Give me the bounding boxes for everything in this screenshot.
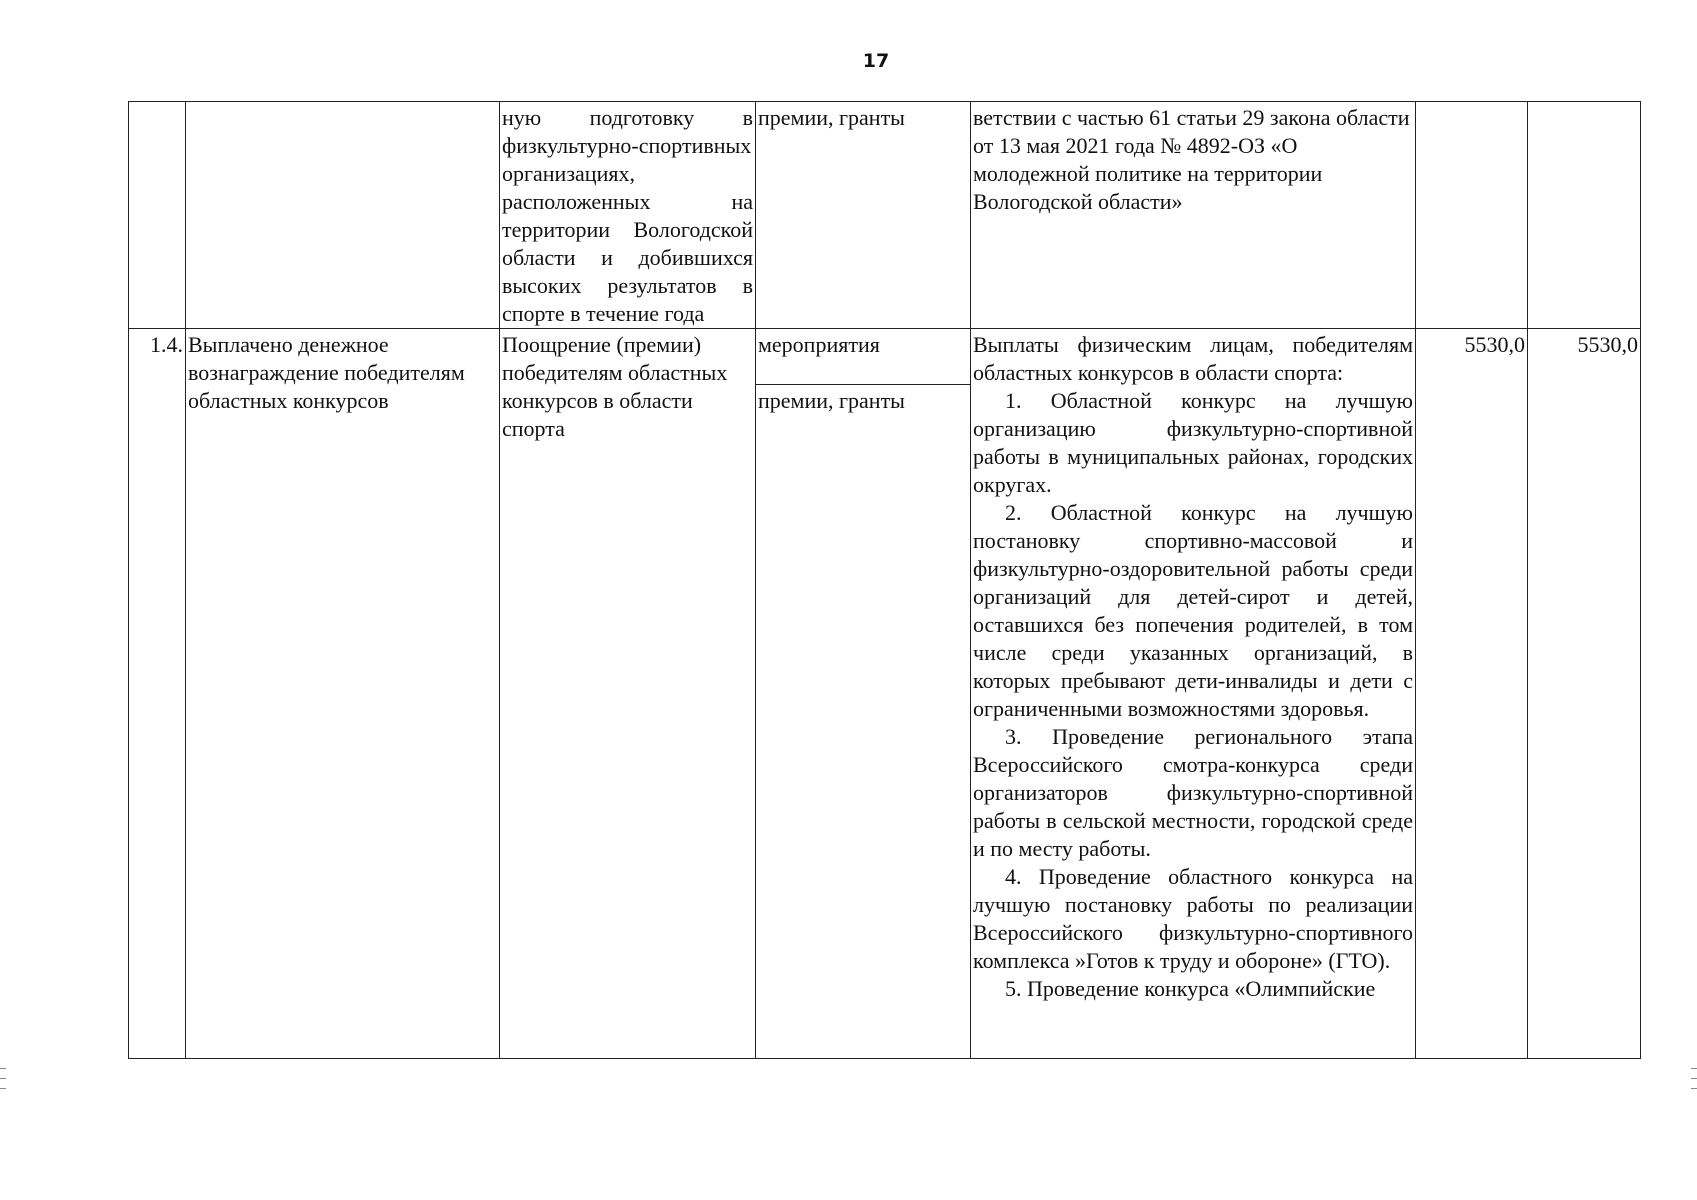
description-intro: Выплаты физическим лицам, победителям областных конкурсов в области спорта: bbox=[973, 332, 1413, 385]
description-item-5: 5. Проведение конкурса «Олимпийские bbox=[1005, 976, 1376, 1001]
cell-amount-1: 5530,0 bbox=[1416, 329, 1528, 1059]
document-table bbox=[128, 101, 1641, 1059]
scan-edge-mark-left-2 bbox=[0, 1078, 6, 1079]
cell-measure: Поощрение (премии) победителям областных конкурсов в области спорта bbox=[500, 329, 756, 1059]
cell-result: Выплачено денежное вознаграждение победителям областных конкурсов bbox=[186, 329, 500, 1059]
cell-description-continued: ветствии с частью 61 статьи 29 закона области от 13 мая 2021 года № 4892-ОЗ «О молодежной политике на территории Вологодской области» bbox=[971, 102, 1416, 329]
cell-description bbox=[971, 329, 1416, 1059]
table-row-continued bbox=[129, 102, 1641, 329]
description-item-2: 2. Областной конкурс на лучшую постановку спортивно-массовой и физкультурно-оздоровительной работы среди организаций для детей-сирот и детей, оставшихся без попечения родителей, в том числе среди указанных организаций, в которых пребывают дети-инвалиды и дети с ограниченными возможностями здоровья. bbox=[973, 500, 1413, 721]
page-number: 17 bbox=[862, 50, 890, 72]
cell-row-number: 1.4. bbox=[129, 329, 186, 1059]
cell-amount-empty-1 bbox=[1416, 102, 1528, 329]
type-events: мероприятия bbox=[756, 329, 970, 385]
cell-result-empty bbox=[186, 102, 500, 329]
cell-measure-continued: ную подготовку в физкультурно-спортивных организациях, расположенных на территории Вологодской области и добившихся высоких результатов в спорте в течение года bbox=[500, 102, 756, 329]
cell-amount-empty-2 bbox=[1528, 102, 1641, 329]
cell-type-continued: премии, гранты bbox=[756, 102, 971, 329]
scan-edge-mark-left-3 bbox=[0, 1088, 6, 1089]
cell-amount-2: 5530,0 bbox=[1528, 329, 1641, 1059]
table-row-1-4 bbox=[129, 329, 1641, 1059]
type-prizes-grants: премии, гранты bbox=[758, 388, 905, 413]
scan-edge-mark-left-1 bbox=[0, 1068, 6, 1069]
description-item-3: 3. Проведение регионального этапа Всероссийского смотра-конкурса среди организаторов физкультурно-спортивной работы в сельской местности, городской среде и по месту работы. bbox=[973, 724, 1413, 861]
cell-type bbox=[756, 329, 971, 1059]
scan-edge-mark-right-3 bbox=[1691, 1088, 1697, 1089]
description-item-1: 1. Областной конкурс на лучшую организацию физкультурно-спортивной работы в муниципальных районах, городских округах. bbox=[973, 388, 1413, 497]
scan-edge-mark-right-1 bbox=[1691, 1068, 1697, 1069]
cell-number-empty bbox=[129, 102, 186, 329]
description-item-4: 4. Проведение областного конкурса на лучшую постановку работы по реализации Всероссийского физкультурно-спортивного комплекса »Готов к труду и обороне» (ГТО). bbox=[973, 864, 1413, 973]
scan-edge-mark-right-2 bbox=[1691, 1078, 1697, 1079]
